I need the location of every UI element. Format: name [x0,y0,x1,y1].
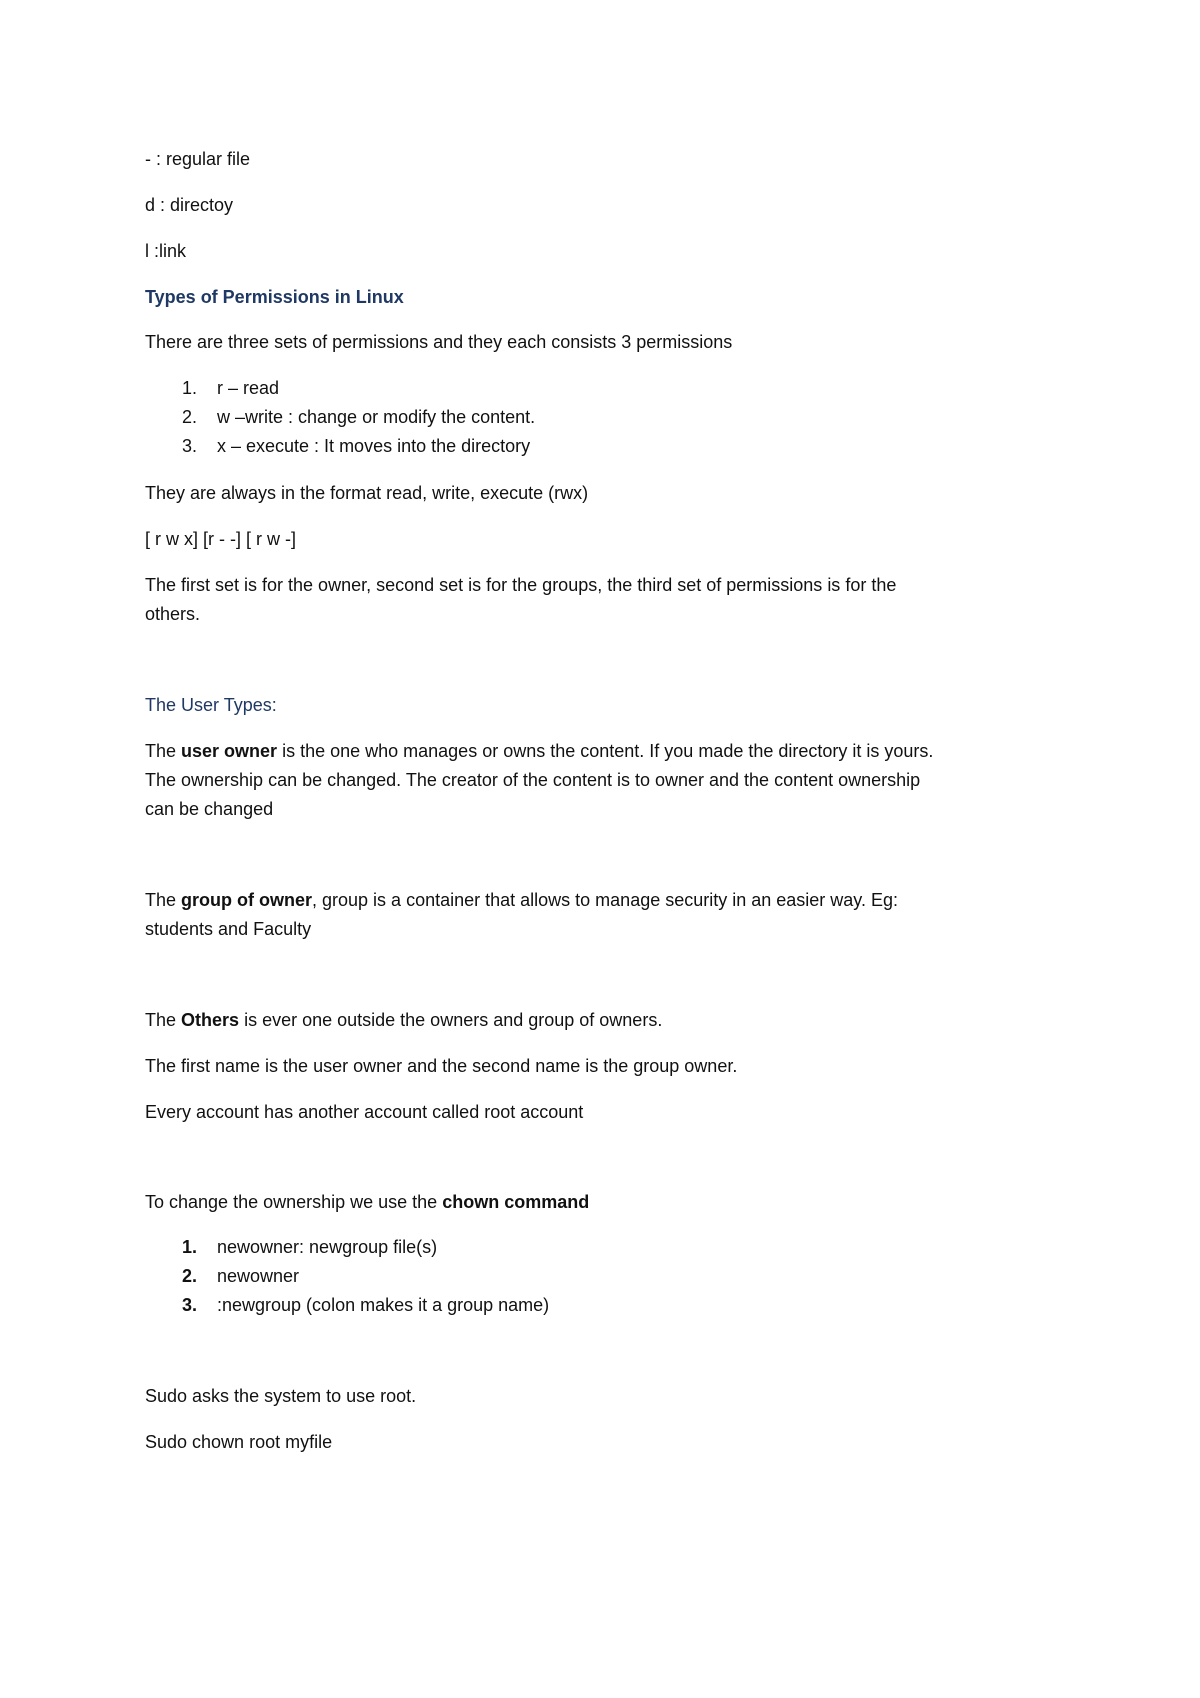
chown-intro [145,1187,589,1217]
list-number: 2. [182,407,198,427]
file-type-regular: - : regular file [145,149,251,169]
list-text: x – execute : It moves into the directory [217,436,531,456]
bold-term: chown command [442,1192,590,1212]
text-prefix: To change the ownership we use the [145,1192,443,1212]
list-text: newowner [217,1266,300,1286]
list-text: newowner: newgroup file(s) [217,1237,438,1257]
list-number: 1. [182,378,198,398]
bold-term: user owner [181,741,278,761]
permission-example: [ r w x] [r - -] [ r w -] [145,529,296,549]
text-prefix: The [145,741,182,761]
user-owner-line-3: can be changed [145,799,274,819]
text-prefix: The [145,890,182,910]
list-number: 1. [182,1237,198,1257]
text-prefix: The [145,1010,182,1030]
file-type-directory: d : directoy [145,195,234,215]
text-rest: is the one who manages or owns the content. If you made the directory it is yours. [277,741,934,761]
permissions-heading: Types of Permissions in Linux [145,287,404,307]
others-line [145,1005,662,1035]
sudo-line-1: Sudo asks the system to use root. [145,1386,417,1406]
list-number: 2. [182,1266,198,1286]
sudo-line-2: Sudo chown root myfile [145,1432,333,1452]
permissions-intro: There are three sets of permissions and they each consists 3 permissions [145,332,733,352]
bold-term: group of owner [181,890,313,910]
list-text: :newgroup (colon makes it a group name) [217,1295,550,1315]
user-owner-line-2: The ownership can be changed. The creator of the content is to owner and the content ownership [145,770,921,790]
text-rest: , group is a container that allows to manage security in an easier way. Eg: [312,890,898,910]
list-text: r – read [217,378,280,398]
sets-line-2: others. [145,604,201,624]
user-types-heading: The User Types: [145,695,277,715]
group-owner-line-1 [145,885,898,915]
first-name-line: The first name is the user owner and the second name is the group owner. [145,1056,738,1076]
sets-line-1: The first set is for the owner, second set is for the groups, the third set of permissions is for the [145,575,897,595]
list-text: w –write : change or modify the content. [217,407,536,427]
format-line: They are always in the format read, write, execute (rwx) [145,483,589,503]
group-owner-line-2: students and Faculty [145,919,312,939]
text-rest: is ever one outside the owners and group of owners. [239,1010,663,1030]
root-account-line: Every account has another account called root account [145,1102,584,1122]
bold-term: Others [181,1010,240,1030]
list-number: 3. [182,1295,198,1315]
file-type-link: l :link [145,241,187,261]
user-owner-line-1 [145,736,933,766]
list-number: 3. [182,436,198,456]
